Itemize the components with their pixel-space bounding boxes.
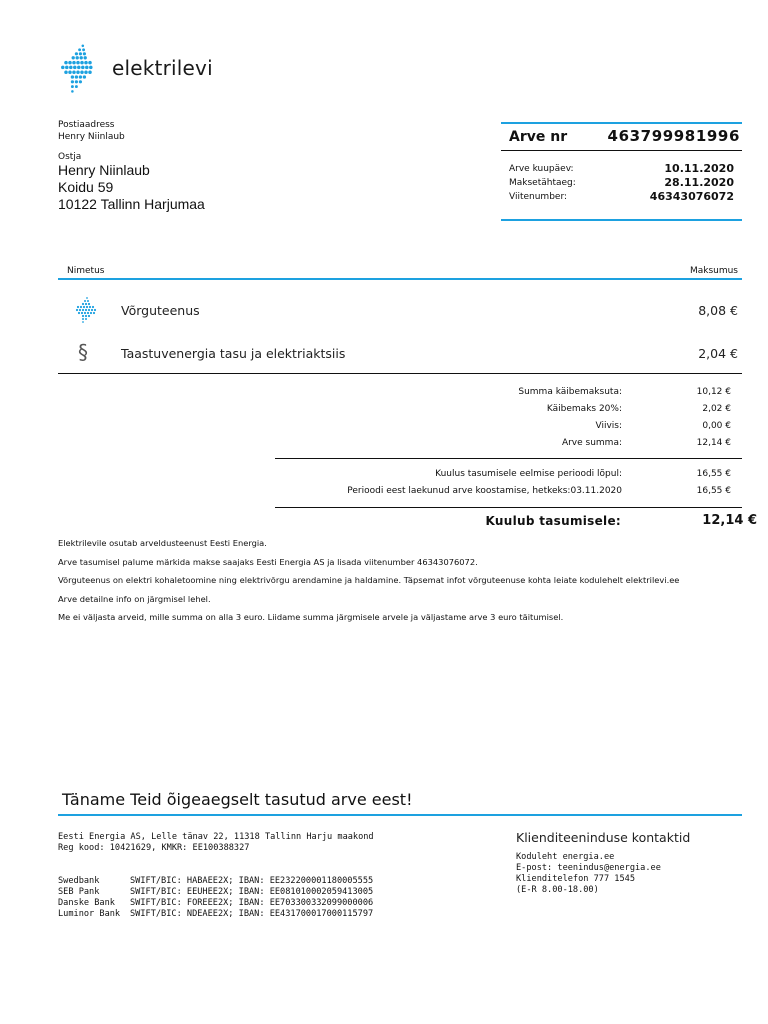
note-text: Võrguteenus on elektri kohaletoomine ning elektrivõrgu arendamine ja haldamine. Täpsemat infot võrguteenuse kohta leiate kodulehelt elektrilevi.ee [58, 575, 680, 585]
bank-details: SWIFT/BIC: NDEAEE2X; IBAN: EE431700017000115797 [130, 909, 374, 919]
amount-due-label: Kuulub tasumisele: [485, 514, 621, 528]
bank-name: Luminor Bank [58, 909, 121, 919]
summary-label: Viivis: [595, 421, 622, 431]
company-reg: Reg kood: 10421629, KMKR: EE100388327 [58, 843, 250, 853]
customer-service-website[interactable]: Koduleht energia.ee [516, 852, 615, 862]
divider [501, 219, 742, 221]
bank-details: SWIFT/BIC: EEUHEE2X; IBAN: EE081010002059413005 [130, 887, 374, 897]
divider [501, 122, 742, 124]
postal-address-label: Postiaadress [58, 120, 115, 130]
item-amount: 8,08 € [698, 303, 738, 318]
summary-value: 12,14 € [696, 438, 731, 448]
bank-name: Swedbank [58, 876, 100, 886]
balance-label: Perioodi eest laekunud arve koostamise, hetkeks:03.11.2020 [347, 486, 622, 496]
due-date-row [509, 176, 734, 190]
summary-value: 0,00 € [702, 421, 731, 431]
summary-label: Summa käibemaksuta: [518, 387, 622, 397]
postal-address-name: Henry Niinlaub [58, 132, 125, 142]
due-date: 28.11.2020 [664, 176, 734, 189]
divider [275, 458, 742, 459]
invoice-date-label: Arve kuupäev: [509, 164, 574, 174]
summary-row [142, 421, 742, 437]
note-text: Arve detailne info on järgmisel lehel. [58, 594, 211, 604]
balance-value: 16,55 € [696, 486, 731, 496]
item-amount: 2,04 € [698, 346, 738, 361]
reference-number-row [509, 190, 734, 204]
divider [58, 814, 742, 816]
summary-value: 10,12 € [696, 387, 731, 397]
line-item [58, 292, 742, 328]
elektrilevi-logo-icon [58, 36, 106, 102]
buyer-street: Koidu 59 [58, 179, 114, 195]
balance-label: Kuulus tasumisele eelmise perioodi lõpul: [435, 469, 622, 479]
buyer-city: 10122 Tallinn Harjumaa [58, 196, 205, 212]
balance-row [142, 469, 742, 485]
column-header-name: Nimetus [67, 266, 105, 276]
customer-service-email[interactable]: E-post: teenindus@energia.ee [516, 863, 661, 873]
brand-name: elektrilevi [112, 56, 213, 80]
company-address: Eesti Energia AS, Lelle tänav 22, 11318 Tallinn Harju maakond [58, 832, 374, 842]
invoice-number-label: Arve nr [509, 129, 568, 145]
divider [501, 150, 742, 151]
bank-details: SWIFT/BIC: HABAEE2X; IBAN: EE232200001180005555 [130, 876, 374, 886]
summary-value: 2,02 € [702, 404, 731, 414]
divider [275, 507, 742, 508]
bank-name: SEB Pank [58, 887, 100, 897]
line-item [58, 335, 742, 371]
summary-row [142, 404, 742, 420]
bank-row [58, 887, 373, 898]
summary-label: Käibemaks 20%: [546, 404, 622, 414]
customer-service-title: Klienditeeninduse kontaktid [516, 830, 691, 845]
due-date-label: Maksetähtaeg: [509, 178, 576, 188]
invoice-date-row [509, 162, 734, 176]
company-info [58, 832, 374, 854]
lightning-dots-icon [74, 296, 98, 324]
bank-row [58, 876, 373, 887]
customer-service-phone: Klienditelefon 777 1545 [516, 874, 635, 884]
summary-row [142, 438, 742, 454]
note-text: Me ei väljasta arveid, mille summa on alla 3 euro. Liidame summa järgmisele arvele ja väljastame arve 3 euro täitumisel. [58, 612, 564, 622]
buyer-name: Henry Niinlaub [58, 162, 150, 178]
reference-number: 46343076072 [649, 190, 734, 203]
invoice-date: 10.11.2020 [664, 162, 734, 175]
note-text: Arve tasumisel palume märkida makse saajaks Eesti Energia AS ja lisada viitenumber 46343076072. [58, 557, 478, 567]
thank-you-message: Täname Teid õigeaegselt tasutud arve eest! [62, 790, 413, 809]
buyer-label: Ostja [58, 152, 82, 162]
customer-service-hours: (E-R 8.00-18.00) [516, 885, 599, 895]
column-header-amount: Maksumus [689, 266, 738, 276]
summary-label: Arve summa: [561, 438, 622, 448]
bank-details: SWIFT/BIC: FOREEE2X; IBAN: EE703300332099000006 [130, 898, 374, 908]
balance-value: 16,55 € [696, 469, 731, 479]
invoice-info-box [501, 122, 742, 222]
summary-row [142, 387, 742, 403]
buyer-address [58, 162, 205, 213]
note-text: Elektrilevile osutab arveldusteenust Eesti Energia. [58, 538, 267, 548]
item-name: Taastuvenergia tasu ja elektriaktsiis [121, 346, 346, 361]
bank-name: Danske Bank [58, 898, 115, 908]
reference-number-label: Viitenumber: [509, 192, 568, 202]
divider [58, 373, 742, 374]
item-name: Võrguteenus [121, 303, 200, 318]
section-sign-icon: § [78, 340, 88, 364]
bank-row [58, 898, 373, 909]
amount-due: 12,14 € [702, 513, 757, 528]
balance-row [142, 486, 742, 502]
invoice-number: 463799981996 [607, 127, 740, 145]
bank-row [58, 909, 373, 920]
divider [58, 278, 742, 280]
